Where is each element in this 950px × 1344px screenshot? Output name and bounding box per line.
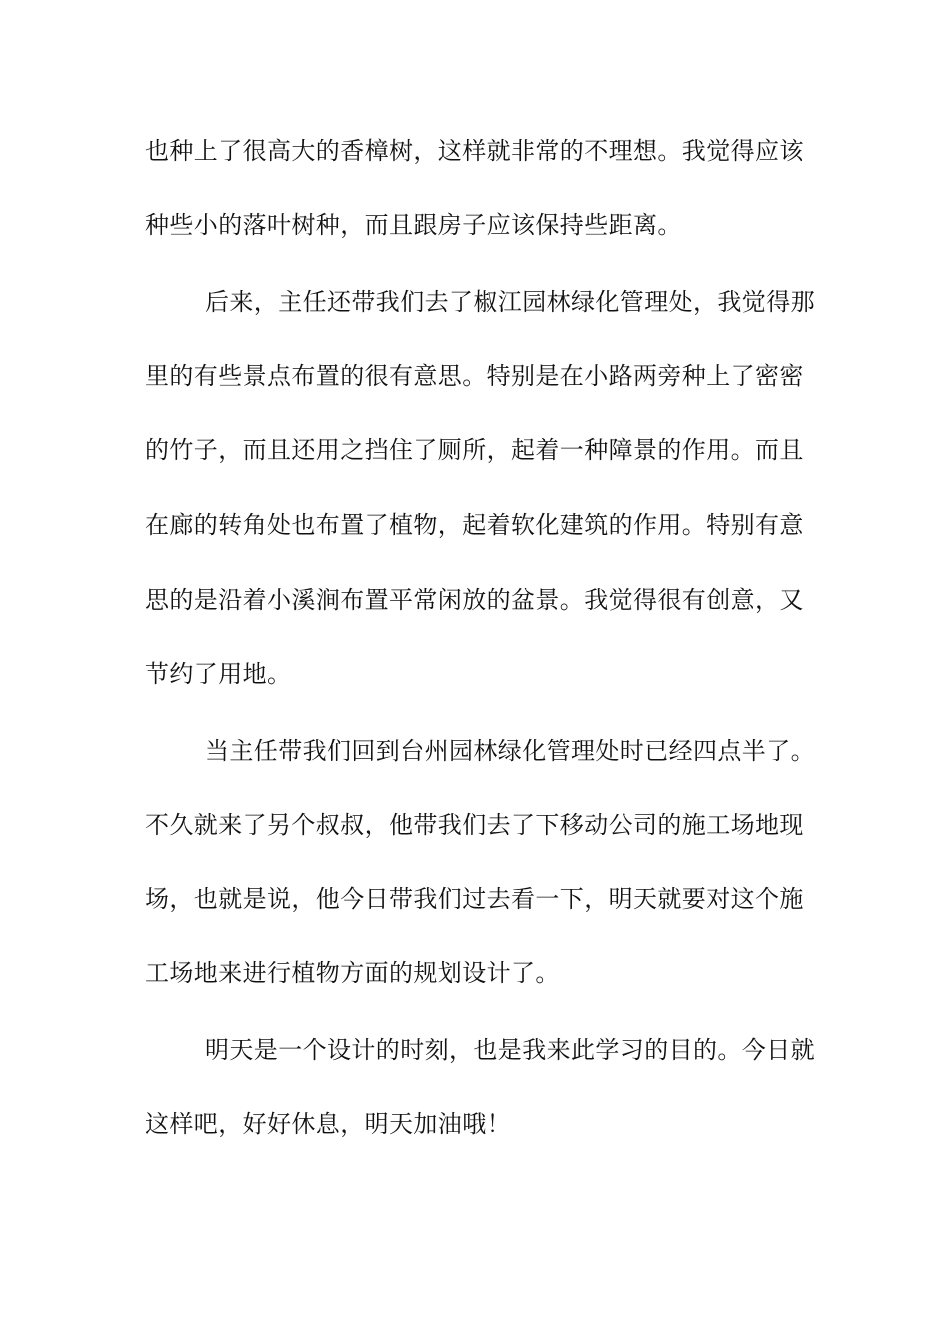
paragraph-start-line: 当主任带我们回到台州园林绿化管理处时已经四点半了。 bbox=[205, 737, 815, 765]
paragraph-start-line: 明天是一个设计的时刻，也是我来此学习的目的。今日就 bbox=[205, 1036, 815, 1064]
text-line: 节约了用地。 bbox=[145, 660, 292, 688]
text-line: 场，也就是说，他今日带我们过去看一下，明天就要对这个施 bbox=[145, 885, 804, 913]
text-line: 在廊的转角处也布置了植物，起着软化建筑的作用。特别有意 bbox=[145, 511, 804, 539]
paragraph-start-line: 后来，主任还带我们去了椒江园林绿化管理处，我觉得那 bbox=[205, 288, 815, 316]
text-line: 也种上了很高大的香樟树，这样就非常的不理想。我觉得应该 bbox=[145, 137, 804, 165]
text-line: 思的是沿着小溪涧布置平常闲放的盆景。我觉得很有创意，又 bbox=[145, 586, 804, 614]
text-line: 这样吧，好好休息，明天加油哦！ bbox=[145, 1110, 511, 1138]
text-line: 的竹子，而且还用之挡住了厕所，起着一种障景的作用。而且 bbox=[145, 436, 804, 464]
text-line: 不久就来了另个叔叔，他带我们去了下移动公司的施工场地现 bbox=[145, 811, 804, 839]
text-line: 工场地来进行植物方面的规划设计了。 bbox=[145, 959, 560, 987]
text-line: 种些小的落叶树种，而且跟房子应该保持些距离。 bbox=[145, 211, 682, 239]
text-line: 里的有些景点布置的很有意思。特别是在小路两旁种上了密密 bbox=[145, 362, 804, 390]
